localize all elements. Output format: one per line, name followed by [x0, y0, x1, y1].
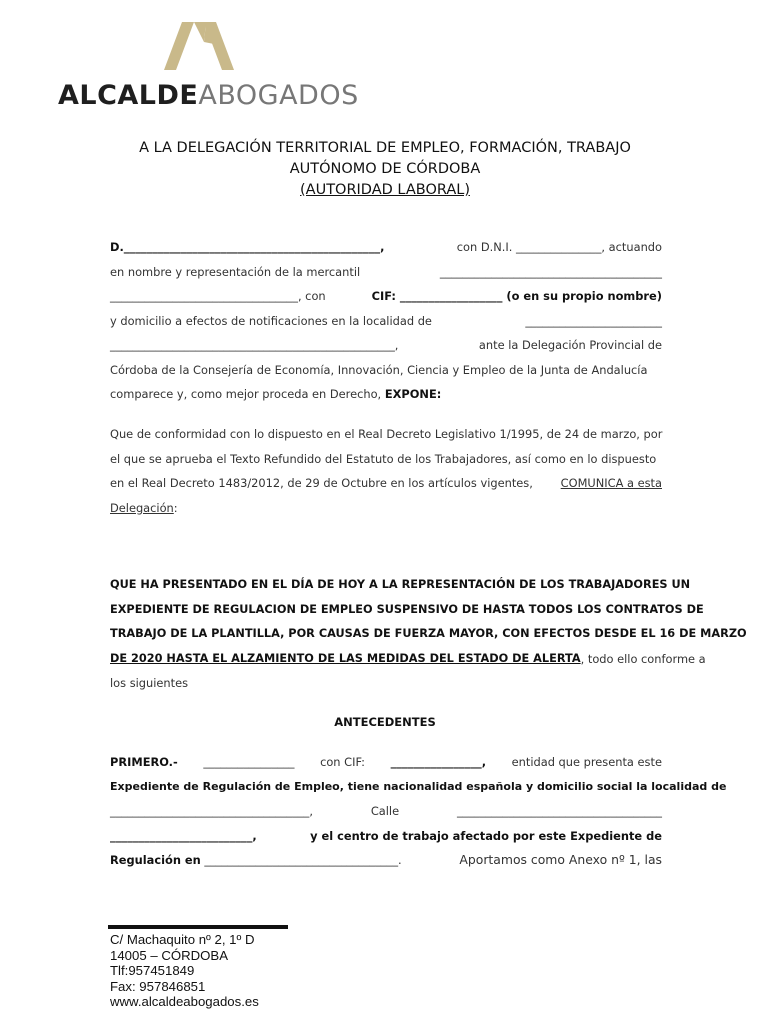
footer-rule: [108, 925, 288, 929]
logo-wordmark: ALCALDEABOGADOS: [58, 80, 359, 111]
heading-line-2: AUTÓNOMO DE CÓRDOBA: [289, 161, 481, 177]
communication-paragraph: QUE HA PRESENTADO EN EL DÍA DE HOY A LA REPRESENTACIÓN DE LOS TRABAJADORES UN EXPEDIENTE DE REGULACION DE EMPLEO SUSPENSIVO DE HASTA TODOS LOS CONTRATOS DE TRABAJO DE LA PLANTILLA, POR CAUSAS DE FUERZA MAYOR, CON EFECTOS DESDE EL 16 DE MARZO DE 2020 HASTA EL ALZAMIENTO DE LAS MEDIDAS DEL ESTADO DE ALERTA , todo ello conforme a los siguientes: [110, 578, 747, 690]
company-logo: [58, 22, 358, 112]
heading-line-3: (AUTORIDAD LABORAL): [300, 182, 470, 198]
antecedentes-heading: ANTECEDENTES: [334, 715, 436, 729]
primero-paragraph: PRIMERO.- ________________ con CIF: ________________, entidad que presenta este Expediente de Regulación de Empleo, tiene nacionalidad española y domicilio social la localidad de ___________________________________, Calle ____________________________________ _________________________, y el centro de trabajo afectado por este Expediente de Regulación en __________________________________. Aportamos como Anexo nº 1, las: [110, 755, 727, 867]
footer-city: 14005 – CÓRDOBA: [110, 947, 229, 963]
footer-website[interactable]: www.alcaldeabogados.es: [110, 994, 259, 1009]
footer-fax: Fax: 957846851: [110, 978, 206, 994]
legal-basis-paragraph: Que de conformidad con lo dispuesto en el Real Decreto Legislativo 1/1995, de 24 de marzo, por el que se aprueba el Texto Refundido del Estatuto de los Trabajadores, así como en lo dispuesto en el Real Decreto 1483/2012, de 29 de Octubre en los artículos vigentes, COMUNICA a esta Delegación:: [110, 427, 663, 515]
heading-line-1: A LA DELEGACIÓN TERRITORIAL DE EMPLEO, FORMACIÓN, TRABAJO: [139, 140, 631, 156]
footer-phone: Tlf:957451849: [110, 963, 195, 978]
footer-contact: [110, 932, 259, 1010]
logo-mark-icon: [164, 22, 246, 72]
footer-address: C/ Machaquito nº 2, 1º D: [110, 932, 255, 947]
intro-paragraph: D._____________________________________________, con D.N.I. _______________, actuando en nombre y representación de la mercantil _______________________________________ _________________________________, con CIF: __________________ (o en su propio nombre) y domicilio a efectos de notificaciones en la localidad de ________________________ __________________________________________________, ante la Delegación Provincial de Córdoba de la Consejería de Economía, Innovación, Ciencia y Empleo de la Junta de Andalucía comparece y, como mejor proceda en Derecho, EXPONE:: [110, 240, 662, 401]
